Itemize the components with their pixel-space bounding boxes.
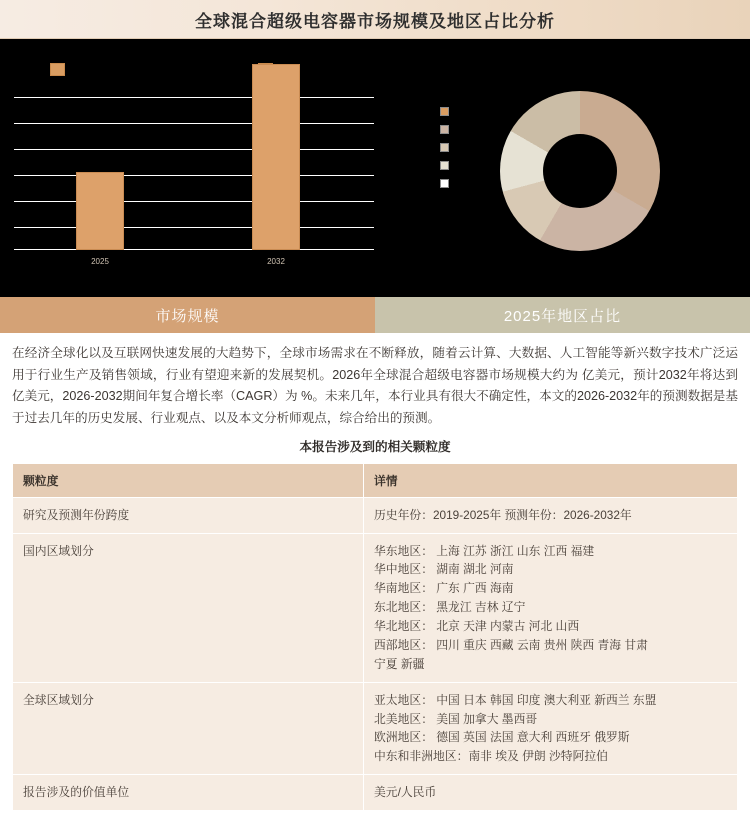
legend-swatch-icon xyxy=(50,63,65,76)
detail-line: 亚太地区： 中国 日本 韩国 印度 澳大利亚 新西兰 东盟 xyxy=(374,692,657,707)
legend-item xyxy=(440,125,468,134)
table-header-detail: 详情 xyxy=(364,463,738,497)
legend-swatch-icon xyxy=(440,107,449,116)
charts-band xyxy=(0,39,750,297)
body-paragraph: 在经济全球化以及互联网快速发展的大趋势下，全球市场需求在不断释放，随着云计算、大数据、人工智能等新兴数字技术广泛运用于行业生产及销售领域，行业有望迎来新的发展契机。2026年全球混合超级电容器市场规模大约为 亿美元，预计2032年将达到 亿美元，2026-2032期间年复合增长率（CAGR）为 %。未来几年，本行业具有很大不确定性，本文的2026-2032年的预测数据是基于过去几年的历史发展、行业观点、以及本文分析师观点，综合给出的预测。 xyxy=(12,346,738,425)
legend-swatch-icon xyxy=(440,161,449,170)
legend-item xyxy=(440,161,468,170)
gridline xyxy=(14,123,374,124)
detail-line: 东北地区： 黑龙江 吉林 辽宁 xyxy=(374,600,526,615)
bar-chart-legend xyxy=(0,57,430,81)
detail-line: 中东和非洲地区：南非 埃及 伊朗 沙特阿拉伯 xyxy=(374,749,608,764)
pie-chart-legend xyxy=(440,107,468,197)
gridline xyxy=(14,97,374,98)
legend-swatch-icon xyxy=(440,125,449,134)
table-row xyxy=(13,497,738,533)
tab-market-size[interactable]: 市场规模 xyxy=(0,297,375,333)
table-caption: 本报告涉及到的相关颗粒度 xyxy=(299,439,451,454)
pie-chart xyxy=(430,39,750,297)
row-key: 研究及预测年份跨度 xyxy=(13,497,364,533)
table-header-granularity: 颗粒度 xyxy=(13,463,364,497)
gridline xyxy=(14,249,374,250)
table-header-row xyxy=(13,463,738,497)
detail-line: 欧洲地区： 德国 英国 法国 意大利 西班牙 俄罗斯 xyxy=(374,730,630,745)
gridline xyxy=(14,175,374,176)
table-row xyxy=(13,775,738,811)
row-detail xyxy=(364,533,738,682)
gridline xyxy=(14,227,374,228)
page-title: 全球混合超级电容器市场规模及地区占比分析 xyxy=(195,11,555,31)
legend-item xyxy=(440,107,468,116)
bar-x-label-1: 2032 xyxy=(267,257,285,266)
row-detail xyxy=(364,775,738,811)
legend-swatch-icon xyxy=(440,179,449,188)
gridline xyxy=(14,149,374,150)
bar xyxy=(76,172,124,250)
detail-line: 宁夏 新疆 xyxy=(374,656,425,671)
bar xyxy=(252,64,300,250)
bar-plot-area xyxy=(14,97,374,312)
page-header xyxy=(0,0,750,39)
legend-swatch-icon xyxy=(440,143,449,152)
detail-line: 华北地区： 北京 天津 内蒙古 河北 山西 xyxy=(374,619,580,633)
table-row xyxy=(13,533,738,682)
bar-x-label-0: 2025 xyxy=(91,257,109,266)
legend-item xyxy=(440,179,468,188)
bar-chart xyxy=(0,39,430,297)
donut-graphic xyxy=(500,91,660,251)
row-key: 全球区域划分 xyxy=(13,682,364,775)
detail-line: 美元/人民币 xyxy=(374,785,437,800)
table-row xyxy=(13,682,738,775)
detail-line: 北美地区： 美国 加拿大 墨西哥 xyxy=(374,711,538,726)
legend-item xyxy=(440,143,468,152)
gridline xyxy=(14,201,374,202)
row-detail xyxy=(364,682,738,775)
detail-line: 华中地区： 湖南 湖北 河南 xyxy=(374,562,514,577)
row-key: 报告涉及的价值单位 xyxy=(13,775,364,811)
detail-line: 历史年份：2019-2025年 预测年份：2026-2032年 xyxy=(374,507,632,522)
detail-line: 华东地区： 上海 江苏 浙江 山东 江西 福建 xyxy=(374,543,595,558)
detail-line: 西部地区： 四川 重庆 西藏 云南 贵州 陕西 青海 甘肃 xyxy=(374,637,648,652)
granularity-table xyxy=(12,463,738,811)
donut-ring xyxy=(500,91,660,251)
tab-region-share[interactable]: 2025年地区占比 xyxy=(375,297,750,333)
row-key: 国内区域划分 xyxy=(13,533,364,682)
row-detail xyxy=(364,497,738,533)
detail-line: 华南地区： 广东 广西 海南 xyxy=(374,581,514,596)
